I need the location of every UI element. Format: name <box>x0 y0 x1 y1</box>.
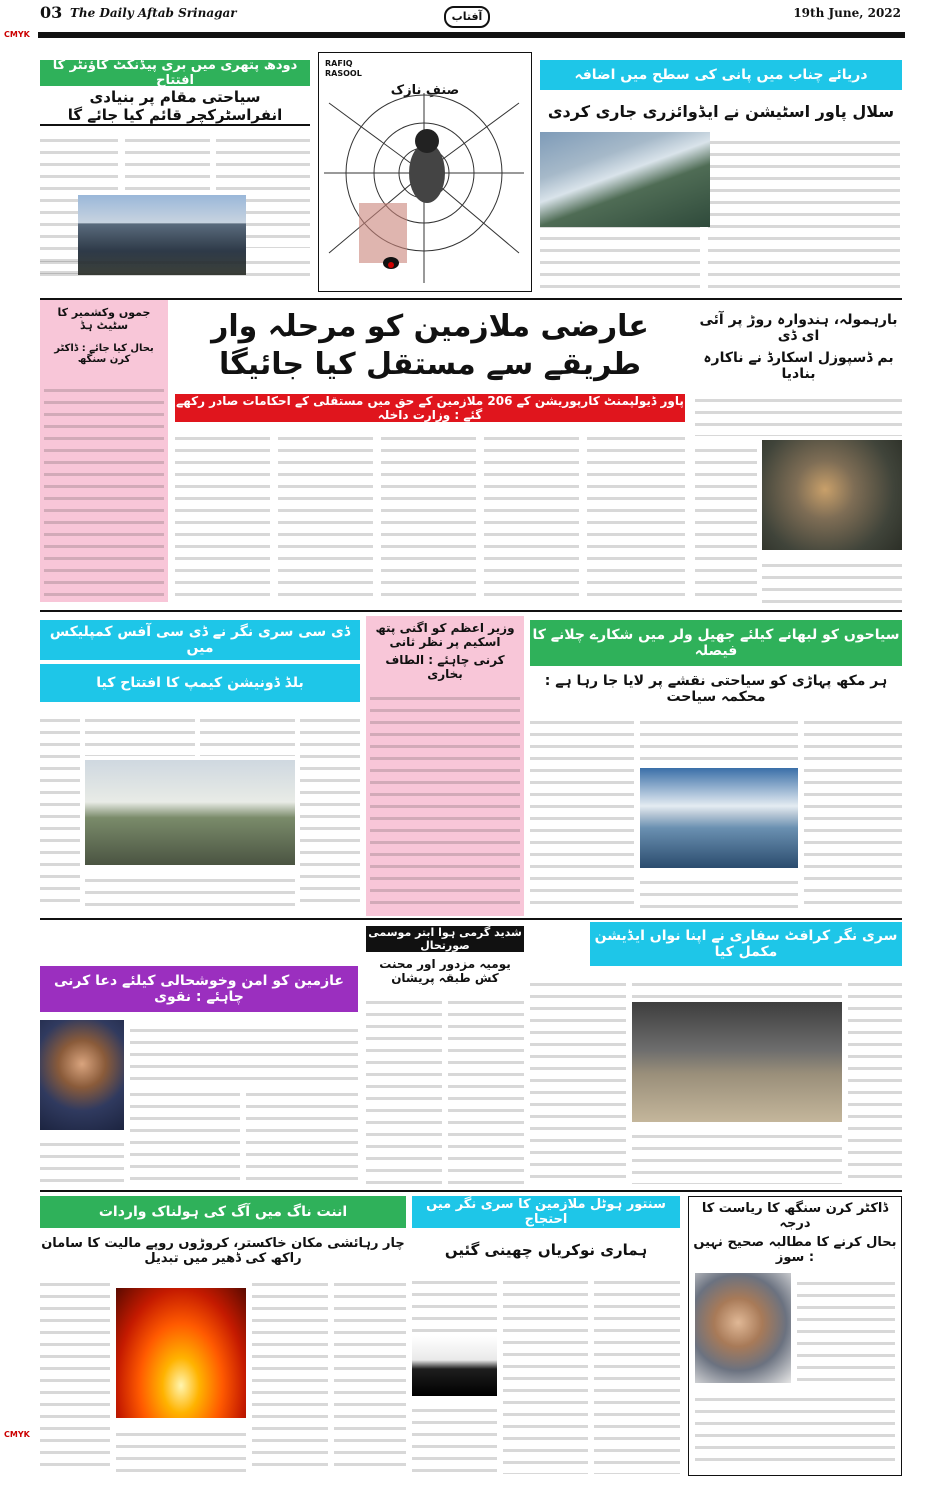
article-text <box>848 974 902 1184</box>
main-strap: پاور ڈیولپمنٹ کارپوریشن کے 206 ملازمین کے حق میں مستقلی کے احکامات صادر رکھے گئے : وزارت داخلہ <box>176 394 684 422</box>
chenab-banner: دریائے چناب میں پانی کی سطح میں اضافہ <box>540 60 902 90</box>
bomb-photo <box>762 440 902 550</box>
article-text <box>797 1273 895 1383</box>
naqvi-banner: عازمین کو امن وخوشحالی کیلئے دعا کرنی چاہئے : نقوی <box>40 966 358 1012</box>
health-headline: سیاحتی مقام پر بنیادی انفراسٹرکچر قائم کیا جائے گا <box>67 88 283 124</box>
karan-banner: ڈاکٹر کرن سنگھ کا ریاست کا درجہ <box>701 1201 889 1231</box>
blood-banner-2: بلڈ ڈونیشن کیمپ کا افتتاح کیا <box>40 664 360 702</box>
article-text <box>530 974 626 1184</box>
karan-box <box>688 1196 902 1476</box>
karan-headline: بحال کرنے کا مطالبہ صحیح نہیں : سوز <box>693 1235 897 1265</box>
masthead <box>0 0 945 40</box>
page-number: 03 <box>40 3 63 22</box>
article-text <box>632 1126 842 1184</box>
karan-side-subhead: بحال کیا جائے : ڈاکٹر کرن سنگھ <box>54 343 154 365</box>
article-text <box>40 710 80 910</box>
craft-photo <box>632 1002 842 1122</box>
protest-banner: سنتور ہوٹل ملازمین کا سری نگر میں احتجاج <box>412 1196 680 1228</box>
divider <box>40 124 310 126</box>
cartoon-title: صنفِ نازک <box>390 83 460 98</box>
craft-banner: سری نگر کرافٹ سفاری نے اپنا نواں ایڈیشن مکمل کیا <box>590 922 902 966</box>
article-text <box>370 688 520 910</box>
article-text <box>640 712 798 764</box>
paper-name: The Daily Aftab Srinagar <box>70 6 237 20</box>
masthead-rule <box>38 32 905 38</box>
dam-photo <box>540 132 710 227</box>
article-text <box>640 872 798 912</box>
pm-headline: وزیر اعظم کو اگنی پتھ اسکیم پر نظر ثانی <box>375 621 515 649</box>
heat-headline: یومیہ مزدور اور محنت کش طبقہ پریشان <box>379 957 511 985</box>
article-text <box>44 380 164 596</box>
article-text <box>116 1424 246 1474</box>
main-headline: عارضی ملازمین کو مرحلہ وار طریقے سے مستقل کیا جائیگا <box>211 309 649 382</box>
article-text <box>246 1084 358 1184</box>
health-banner: دودھ پتھری میں بری پیڈنکٹ کاؤنٹر کا افتتاح <box>40 60 310 86</box>
article-text <box>366 992 442 1184</box>
article-text <box>381 428 476 604</box>
protest-photo <box>412 1336 497 1396</box>
article-text <box>85 710 195 756</box>
article-text <box>175 428 270 604</box>
bomb-subhead: بم ڈسپوزل اسکارڈ نے ناکارہ بنادیا <box>703 350 894 382</box>
cartoon-signature: RAFIQ RASOOL <box>325 59 362 78</box>
article-text <box>503 1272 588 1474</box>
article-text <box>708 132 900 292</box>
article-text <box>40 252 310 282</box>
article-text <box>130 1084 240 1184</box>
blood-photo <box>85 760 295 865</box>
article-text <box>804 712 902 912</box>
issue-date: 19th June, 2022 <box>793 6 901 20</box>
tourism-headline: ہر مکھ پہاڑی کو سیاحتی نقشے پر لایا جا رہا ہے : محکمہ سیاحت <box>544 673 888 705</box>
bomb-headline: بارہمولہ، ہندوارہ روڑ پر آئی ای ڈی <box>699 312 898 344</box>
article-text <box>484 428 579 604</box>
article-text <box>278 428 373 604</box>
article-text <box>594 1272 680 1474</box>
article-text <box>252 1274 328 1474</box>
article-text <box>530 712 634 912</box>
blood-banner-1: ڈی سی سری نگر نے ڈی سی آفس کمپلیکس میں <box>40 620 360 660</box>
naqvi-photo <box>40 1020 124 1130</box>
fire-headline: چار رہائشی مکان خاکستر، کروڑوں روپے مالیت کا سامان راکھ کی ڈھیر میں تبدیل <box>41 1236 405 1266</box>
article-text <box>40 1274 110 1474</box>
heat-banner: شدید گرمی ہوا ابتر موسمی صورتحال <box>366 926 524 952</box>
fire-banner: اننت ناگ میں آگ کی ہولناک واردات <box>40 1196 406 1228</box>
pm-subhead: کرنی چاہئے : الطاف بخاری <box>385 653 505 681</box>
pm-box <box>366 616 524 916</box>
fire-photo <box>116 1288 246 1418</box>
article-text <box>587 428 685 604</box>
article-text <box>762 555 902 604</box>
article-text <box>412 1272 497 1332</box>
article-text <box>695 1389 895 1469</box>
divider <box>40 610 902 612</box>
logo: آفتاب <box>444 6 490 28</box>
chenab-headline: سلال پاور اسٹیشن نے ایڈوائزری جاری کردی <box>547 101 895 121</box>
cmyk-mark-top: CMYK <box>4 30 30 39</box>
tourism-banner: سیاحوں کو لبھانے کیلئے جھیل ولر میں شکارے چلانے کا فیصلہ <box>530 620 902 666</box>
lake-photo <box>640 768 798 868</box>
divider <box>40 918 902 920</box>
article-text <box>695 440 757 604</box>
divider <box>40 1190 902 1192</box>
divider <box>40 298 902 300</box>
article-text <box>85 870 295 910</box>
article-text <box>412 1400 497 1474</box>
protest-headline: ہماری نوکریاں چھینی گئیں <box>444 1241 648 1259</box>
article-text <box>130 1020 358 1080</box>
spiderweb-icon <box>319 53 529 289</box>
article-text <box>632 974 842 998</box>
cartoon <box>318 52 532 292</box>
cmyk-mark-bottom: CMYK <box>4 1430 30 1439</box>
article-text <box>300 710 360 910</box>
article-text <box>695 390 902 436</box>
article-text <box>200 710 295 756</box>
article-text <box>40 1134 124 1184</box>
karan-sidebox <box>40 300 168 602</box>
karan-photo <box>695 1273 791 1383</box>
article-text <box>448 992 524 1184</box>
article-text <box>334 1274 406 1474</box>
karan-side-heading: جموں وکشمیر کا سٹیٹ ہڈ <box>57 306 151 332</box>
